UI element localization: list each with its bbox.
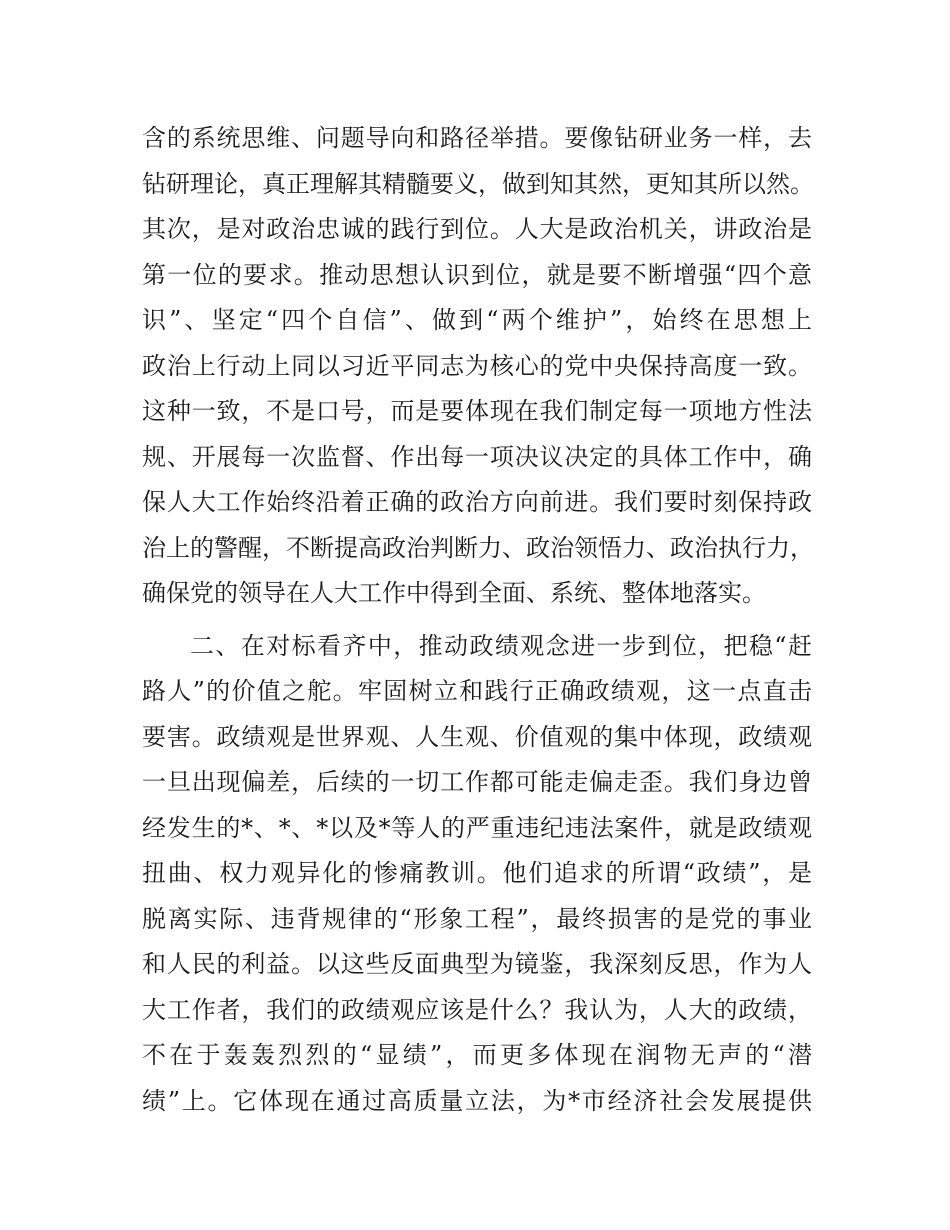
paragraph-1 xyxy=(142,116,812,617)
text-line: 政治上行动上同以习近平同志为核心的党中央保持高度一致。 xyxy=(142,351,812,380)
text-line: 绩”上。它体现在通过高质量立法，为*市经济社会发展提供 xyxy=(142,1086,812,1115)
text-line: 和人民的利益。以这些反面典型为镜鉴，我深刻反思，作为人 xyxy=(142,950,812,978)
text-line: 不在于轰轰烈烈的“显绩”，而更多体现在润物无声的“潜 xyxy=(142,1041,812,1069)
text-line: 确保党的领导在人大工作中得到全面、系统、整体地落实。 xyxy=(142,579,766,607)
text-line: 规、开展每一次监督、作出每一项决议决定的具体工作中，确 xyxy=(142,442,812,471)
text-line: 路人”的价值之舵。牢固树立和践行正确政绩观，这一点直击 xyxy=(142,677,812,705)
document-body xyxy=(142,116,812,1124)
text-line: 其次，是对政治忠诚的践行到位。人大是政治机关，讲政治是 xyxy=(142,215,812,243)
text-line: 钻研理论，真正理解其精髓要义，做到知其然，更知其所以然。 xyxy=(142,169,814,198)
text-line: 一旦出现偏差，后续的一切工作都可能走偏走歪。我们身边曾 xyxy=(142,768,812,796)
text-line: 保人大工作始终沿着正确的政治方向前进。我们要时刻保持政 xyxy=(142,488,812,516)
text-line: 第一位的要求。推动思想认识到位，就是要不断增强“四个意 xyxy=(142,260,812,289)
text-line: 治上的警醒，不断提高政治判断力、政治领悟力、政治执行力， xyxy=(142,533,814,562)
text-line: 经发生的*、*、*以及*等人的严重违纪违法案件，就是政绩观 xyxy=(142,813,812,842)
text-line: 扭曲、权力观异化的惨痛教训。他们追求的所谓“政绩”，是 xyxy=(142,859,812,887)
paragraph-2 xyxy=(142,624,812,1125)
text-line: 含的系统思维、问题导向和路径举措。要像钻研业务一样，去 xyxy=(142,124,812,152)
text-line: 脱离实际、违背规律的“形象工程”，最终损害的是党的事业 xyxy=(142,904,812,933)
text-line: 大工作者，我们的政绩观应该是什么？我认为，人大的政绩， xyxy=(142,995,812,1024)
text-line: 这种一致，不是口号，而是要体现在我们制定每一项地方性法 xyxy=(142,397,812,425)
text-line: 要害。政绩观是世界观、人生观、价值观的集中体现，政绩观 xyxy=(142,722,812,751)
paragraph-gap xyxy=(142,617,812,624)
text-line: 二、在对标看齐中，推动政绩观念进一步到位，把稳“赶 xyxy=(190,631,812,660)
text-line: 识”、坚定“四个自信”、做到“两个维护”，始终在思想上 xyxy=(142,306,812,334)
